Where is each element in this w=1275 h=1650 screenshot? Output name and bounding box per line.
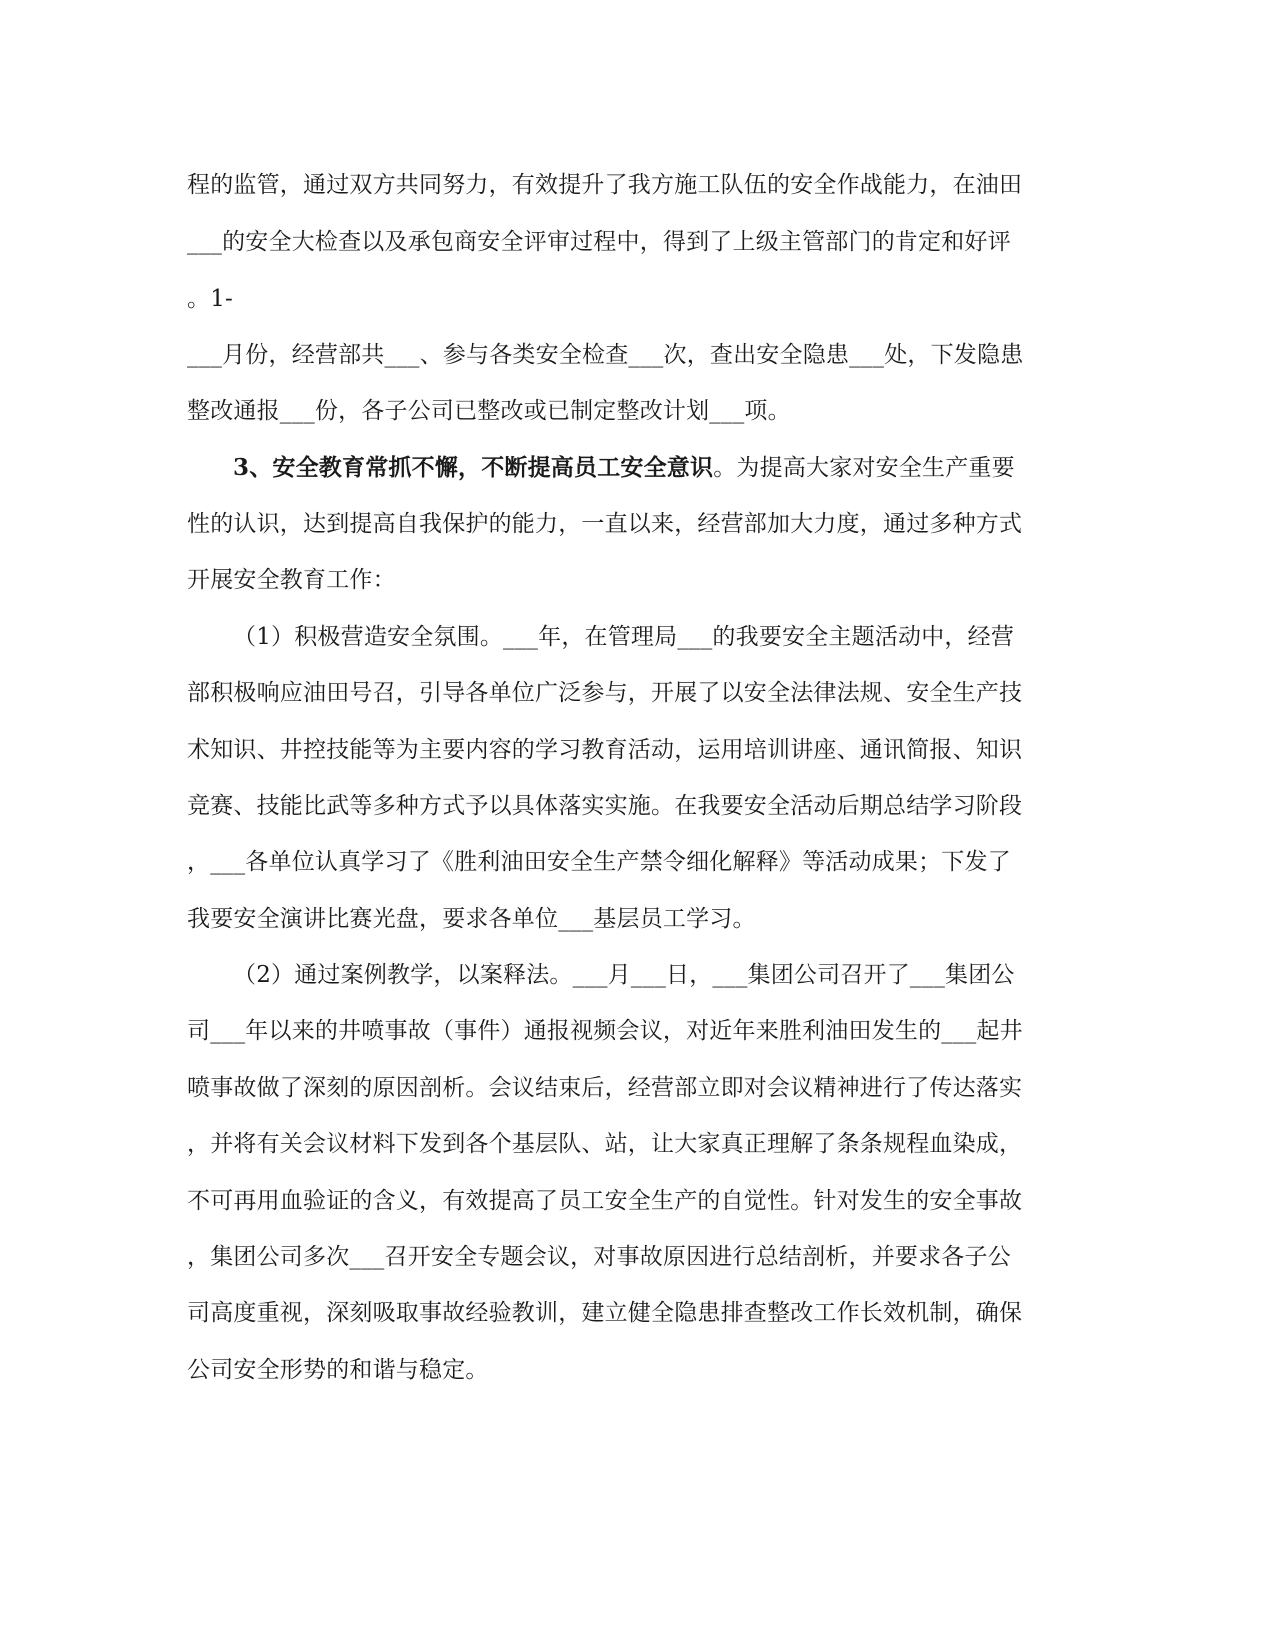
paragraph-line: ，___各单位认真学习了《胜利油田安全生产禁令细化解释》等活动成果；下发了 <box>187 849 1011 875</box>
paragraph-line: ，并将有关会议材料下发到各个基层队、站，让大家真正理解了条条规程血染成， <box>187 1131 1023 1157</box>
section-heading-3-text: 。为提高大家对安全生产重要 <box>713 455 1015 481</box>
paragraph-line: 竞赛、技能比武等多种方式予以具体落实实施。在我要安全活动后期总结学习阶段 <box>187 793 1023 819</box>
paragraph-line: ___的安全大检查以及承包商安全评审过程中，得到了上级主管部门的肯定和好评 <box>187 229 1011 255</box>
paragraph-line: ___月份，经营部共___、参与各类安全检查___次，查出安全隐患___处，下发隐患 <box>187 342 1024 368</box>
paragraph-line: 司高度重视，深刻吸取事故经验教训，建立健全隐患排查整改工作长效机制，确保 <box>187 1300 1023 1326</box>
paragraph-line: 程的监管，通过双方共同努力，有效提升了我方施工队伍的安全作战能力，在油田 <box>187 172 1023 198</box>
paragraph-line: 公司安全形势的和谐与稳定。 <box>187 1357 489 1383</box>
subsection-1-line: （1）积极营造安全氛围。___年，在管理局___的我要安全主题活动中，经营 <box>233 624 1015 650</box>
paragraph-line: 司___年以来的井喷事故（事件）通报视频会议，对近年来胜利油田发生的___起井 <box>187 1018 1023 1044</box>
section-heading-3 <box>233 453 1015 483</box>
paragraph-line: 性的认识，达到提高自我保护的能力，一直以来，经营部加大力度，通过多种方式 <box>187 511 1023 537</box>
paragraph-line: 部积极响应油田号召，引导各单位广泛参与，开展了以安全法律法规、安全生产技 <box>187 680 1023 706</box>
paragraph-line: 不可再用血验证的含义，有效提高了员工安全生产的自觉性。针对发生的安全事故 <box>187 1188 1023 1214</box>
paragraph-line: 。1- <box>187 286 234 312</box>
paragraph-line: 开展安全教育工作： <box>187 567 396 593</box>
section-heading-3-title: 3、安全教育常抓不懈，不断提高员工安全意识 <box>233 454 714 481</box>
paragraph-line: 术知识、井控技能等为主要内容的学习教育活动，运用培训讲座、通讯简报、知识 <box>187 737 1023 763</box>
paragraph-line: ，集团公司多次___召开安全专题会议，对事故原因进行总结剖析，并要求各子公 <box>187 1244 1011 1270</box>
paragraph-line: 喷事故做了深刻的原因剖析。会议结束后，经营部立即对会议精神进行了传达落实 <box>187 1075 1023 1101</box>
paragraph-line: 我要安全演讲比赛光盘，要求各单位___基层员工学习。 <box>187 906 756 932</box>
subsection-2-line: （2）通过案例教学，以案释法。___月___日，___集团公司召开了___集团公 <box>233 962 1015 988</box>
paragraph-line: 整改通报___份，各子公司已整改或已制定整改计划___项。 <box>187 398 791 424</box>
